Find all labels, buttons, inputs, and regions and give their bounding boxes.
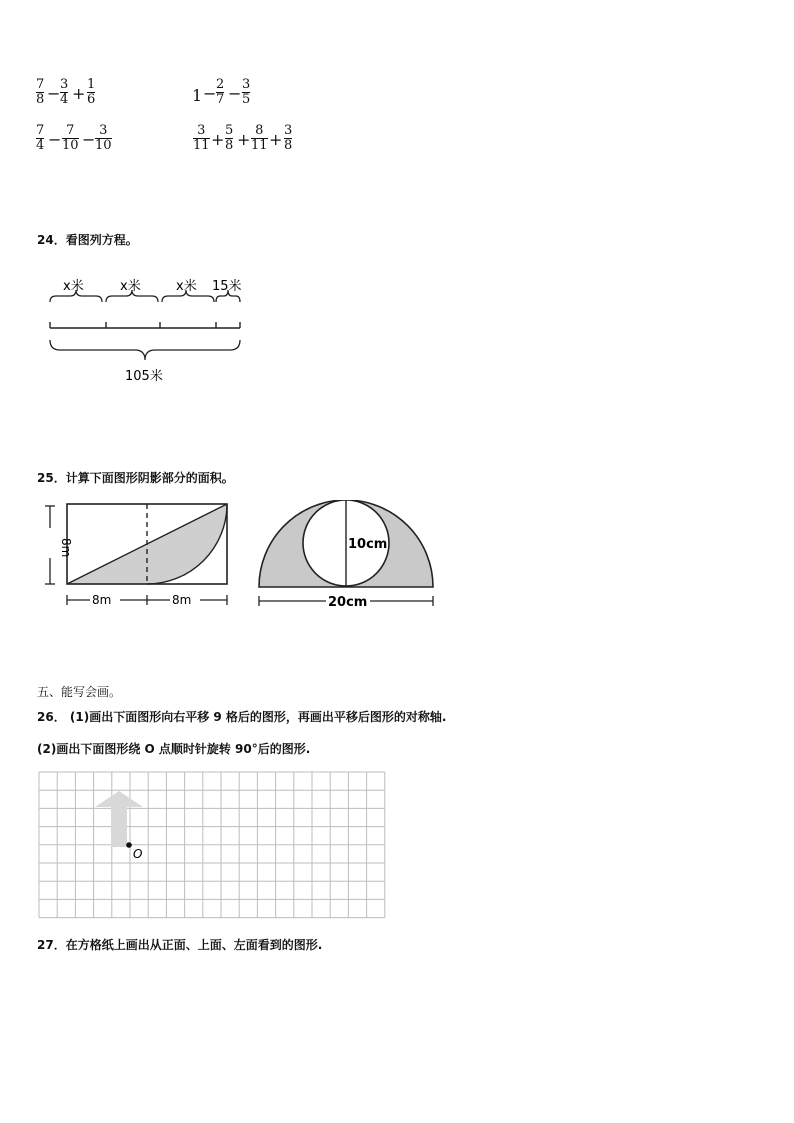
section-title: 五、能写会画。 (37, 685, 122, 699)
fraction: 3 4 (60, 77, 69, 107)
grid-paper (38, 771, 388, 920)
fraction: 8 11 (251, 123, 268, 153)
operator: − (48, 130, 62, 149)
question-27-title: 27．在方格纸上画出从正面、上面、左面看到的图形. (37, 938, 323, 952)
operator: + (211, 130, 225, 149)
label-mask (44, 528, 56, 558)
fraction: 3 10 (95, 123, 112, 153)
label-15: 15米 (212, 279, 242, 294)
operator: − (228, 84, 242, 103)
question-25-title: 25．计算下面图形阴影部分的面积。 (37, 471, 234, 485)
number: 1 (192, 86, 203, 105)
label-total: 105米 (125, 369, 163, 384)
label-x3: x米 (176, 279, 197, 294)
height-label: 8m (59, 538, 73, 558)
operator: − (47, 84, 61, 103)
operator: − (203, 84, 217, 103)
point-o-label: O (133, 847, 143, 861)
diameter-label: 10cm (348, 537, 388, 552)
width-label-2: 8m (172, 593, 192, 607)
question-26-line-1: 26． (1)画出下面图形向右平移 9 格后的图形，再画出平移后图形的对称轴. (37, 710, 447, 724)
arrow-shape (95, 791, 143, 847)
grid-lines (39, 772, 385, 918)
operator: − (82, 130, 96, 149)
operator: + (237, 130, 251, 149)
point-o (126, 842, 132, 848)
label-x1: x米 (63, 279, 84, 294)
fraction: 5 8 (225, 123, 234, 153)
question-24-title: 24．看图列方程。 (37, 233, 138, 247)
shaded-area-figures (40, 500, 440, 612)
fraction: 3 8 (284, 123, 293, 153)
fraction: 1 6 (87, 77, 96, 107)
fraction: 7 4 (36, 123, 45, 153)
label-x2: x米 (120, 279, 141, 294)
fraction: 3 5 (242, 77, 251, 107)
width-label-1: 8m (92, 593, 112, 607)
operator: + (269, 130, 283, 149)
base-label: 20cm (328, 595, 368, 610)
fraction: 7 10 (62, 123, 79, 153)
fraction: 7 8 (36, 77, 45, 107)
fraction: 3 11 (193, 123, 210, 153)
question-26-line-2: (2)画出下面图形绕 O 点顺时针旋转 90°后的图形. (37, 742, 311, 756)
fraction: 2 7 (216, 77, 225, 107)
total-brace (50, 340, 240, 360)
line-segment-diagram (40, 272, 250, 392)
operator: + (72, 84, 86, 103)
